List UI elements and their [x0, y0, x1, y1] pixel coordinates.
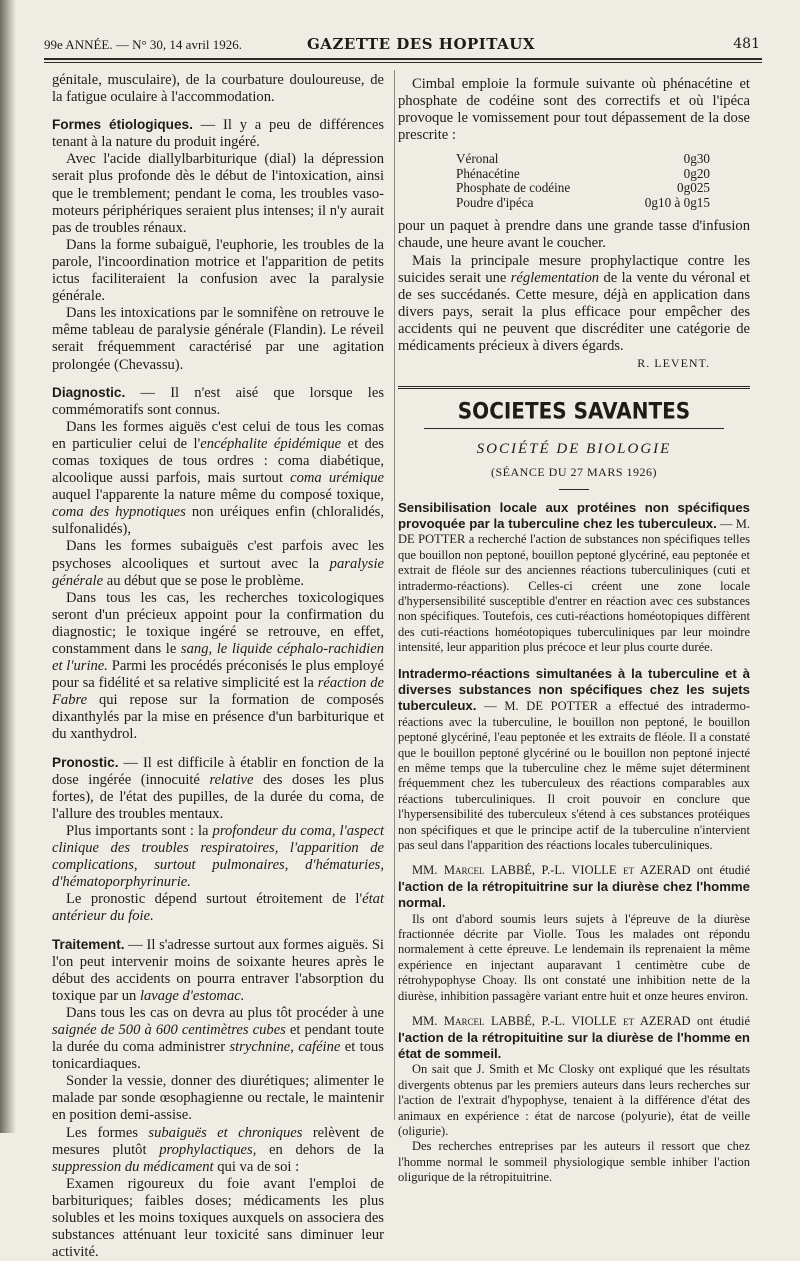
paragraph: Cimbal emploie la formule suivante où phénacétine et phosphate de codéine sont des correctifs et où l'ipéca provoque le vomissement pour tout dépassement de la dose prescrite :	[398, 76, 750, 144]
paragraph: Examen rigoureux du foie avant l'emploi de barbituriques; faibles doses; médicaments les plus solubles et les moins toxiques auxquels on associera des substances atténuant leur toxicité sans diminuer leur activité.	[52, 1175, 384, 1261]
paragraph: Dans les intoxications par le somnifène on retrouve le même tableau de paralysie générale (Flandin). Le réveil serait fréquemment caractérisé par une agitation prolongée (Chevassu).	[52, 305, 384, 373]
header-rule	[44, 58, 762, 60]
session-date: (SÉANCE DU 27 MARS 1926)	[490, 465, 657, 480]
society-name: SOCIÉTÉ DE BIOLOGIE	[476, 441, 672, 458]
paragraph: Avec l'acide diallylbarbiturique (dial) la dépression serait plus profonde dès le début de l'intoxication, ainsi que le tremblement; pendant le coma, les troubles vaso-moteurs périphériques seraient plus intenses; il n'y aurait pas de troubles rénaux.	[52, 151, 384, 236]
communication-title: Sensibilisation locale aux protéines non spécifiques provoquée par la tuberculine chez les tuberculeux.	[398, 499, 750, 531]
column-divider	[394, 70, 395, 1120]
paragraph: Plus importants sont : la profondeur du coma, l'aspect clinique des troubles respiratoires, l'apparition de complications, surtout pulmonaires, d'hématuries, d'hématoporphyrinurie.	[52, 822, 384, 891]
formula-row: Poudre d'ipéca 0g10 à 0g15	[456, 194, 710, 210]
author-signature: R. LEVENT.	[637, 356, 710, 371]
author: — M. DE POTTER	[398, 516, 750, 547]
formula-row: Phénacétine 0g20	[456, 165, 710, 181]
section-divider	[398, 386, 750, 391]
binding-edge	[0, 0, 16, 1133]
section-heading: Diagnostic.	[52, 384, 126, 400]
communication-title: l'action de la rétropituitrine sur la diurèse chez l'homme normal.	[398, 878, 750, 911]
section-heading: Pronostic.	[52, 754, 119, 770]
paragraph: Formes étiologiques. — Il y a peu de différences tenant à la nature du produit ingéré.	[52, 117, 384, 151]
paragraph: Dans les formes subaiguës c'est parfois avec les psychoses alcooliques et surtout avec la paralysie générale au début que se pose le problème.	[52, 538, 384, 589]
author: — M. DE POTTER	[476, 699, 598, 714]
paragraph: pour un paquet à prendre dans une grande tasse d'infusion chaude, une heure avant le coucher.	[398, 218, 750, 252]
communication: Intradermo-réactions simultanées à la tuberculine et à diverses substances non spécifiques chez les sujets tuberculeux. — M. DE POTTER a effectué des intradermo-réactions avec la tuberculine, le bouillon non peptoné, le bouillon peptoné glycériné, l'eau peptonée et les extraits de fléole. Il a constaté que le bouillon peptoné glycériné ou le bouillon non peptoné injecté en même temps que la tuberculine chez le même sujet déterminent fréquemment chez les tuberculeux des réactions comparables aux réactions tuberculiniques. Il croit pouvoir en conclure que l'hypersensibilité des tuberculeux s'étend à ces substances protéiques non spécifiques et que le principe actif de la tuberculine n'intervient pas seul dans l'apparition des réactions locales tuberculiniques.	[398, 665, 750, 853]
section-title: SOCIETES SAVANTES	[457, 397, 691, 425]
communication-title: l'action de la rétropituitine sur la diurèse de l'homme en état de sommeil.	[398, 1029, 750, 1061]
communication: MM. Marcel LABBÉ, P.-L. VIOLLE et AZERAD ont étudié l'action de la rétropituitine sur la diurèse de l'homme en état de sommeil. On sait que J. Smith et Mc Closky ont expliqué que les résultats divergents obtenus par les premiers auteurs dans leurs recherches sur l'action de l'extrait d'hypophyse, tenaient à la différence d'état des animaux en expérience : état de narcose (polyurie), état de veille (oligurie). Des recherches entreprises par les auteurs il ressort que chez l'homme normal le sommeil physiologique semble inhiber l'action oligurique de la rétropituitrine.	[398, 1014, 751, 1185]
prescription-formula	[456, 152, 710, 210]
article-signature	[398, 355, 750, 372]
paragraph: Dans la forme subaiguë, l'euphorie, les troubles de la parole, l'incoordination motrice et l'apparition de petits ictus faciliteraient la confusion avec la paralysie générale.	[52, 236, 384, 305]
communication-title: Intradermo-réactions simultanées à la tuberculine et à diverses substances non spécifiques chez les sujets tuberculeux.	[398, 665, 750, 714]
author: MM. Marcel LABBÉ, P.-L. VIOLLE et AZERAD	[412, 1014, 691, 1029]
paragraph: Pronostic. — Il est difficile à établir en fonction de la dose ingérée (innocuité relative des doses les plus fortes), de l'état des pupilles, de la durée du coma, de l'allure des troubles mentaux.	[52, 754, 384, 822]
page-number: 481	[733, 36, 760, 52]
paragraph: Mais la principale mesure prophylactique contre les suicides serait une réglementation de la vente du véronal et de ses succédanés. Cette mesure, déjà en application dans divers pays, serait la plus efficace pour empêcher des accidents qui ne peuvent que discréditer une catégorie de médicaments précieux à divers égards.	[398, 252, 751, 355]
paragraph: génitale, musculaire), de la courbature douloureuse, de la fatigue oculaire à l'accommodation.	[52, 72, 384, 106]
paragraph: Dans les formes aiguës c'est celui de tous les comas en particulier celui de l'encéphalite épidémique et des comas toxiques de tous ordres : coma diabétique, alcoolique aussi parfois, mais surtout coma urémique auquel l'apparente la nature même du composé toxique, coma des hypnotiques non uréiques enfin (chloralidés, sulfonalidés),	[52, 418, 384, 538]
author: MM. Marcel LABBÉ, P.-L. VIOLLE et AZERAD	[412, 863, 691, 878]
communication: Sensibilisation locale aux protéines non spécifiques provoquée par la tuberculine chez les tuberculeux. — M. DE POTTER a recherché l'action de substances non spécifiques telles que bouillon non peptoné, bouillon peptoné glycériné, eau peptonée et extrait de fléole sur des anciennes réactions tuberculiniques (cuti et intradermo-réactions). Celles-ci créent une zone locale d'hypersensibilité susceptible d'entrer en réaction avec ces substances non spécifiques. Toutefois, ces cuti-réactions homéotopiques diffèrent des cuti-réactions homéotopiques tuberculiniques par leur moindre intensité, leur apparition plus précoce et leur plus courte durée.	[398, 499, 750, 655]
running-header	[44, 35, 760, 57]
communication: MM. Marcel LABBÉ, P.-L. VIOLLE et AZERAD ont étudié l'action de la rétropituitrine sur la diurèse chez l'homme normal. Ils ont d'abord soumis leurs sujets à l'épreuve de la diurèse fractionnée décrite par Violle. Tous les malades ont répondu normalement à cette épreuve. Le lendemain ils reprenaient la même expérience en injectant auparavant 1 centimètre cube de rétrohypophyse Choay. Ils ont constaté une inhibition nette de la diurèse, inhibition passagère variant entre huit et onze heures environ.	[398, 863, 751, 1003]
right-column	[398, 76, 750, 1186]
journal-title: GAZETTE DES HOPITAUX	[307, 35, 536, 53]
paragraph: Les formes subaiguës et chroniques relèvent de mesures plutôt prophylactiques, en dehors de la suppression du médicament qui va de soi :	[52, 1124, 384, 1175]
paragraph: Diagnostic. — Il n'est aisé que lorsque les commémoratifs sont connus.	[52, 384, 384, 418]
formula-row: Véronal 0g30	[456, 151, 710, 167]
section-heading: Formes étiologiques.	[52, 117, 193, 133]
paragraph: Dans tous les cas on devra au plus tôt procéder à une saignée de 500 à 600 centimètres cubes et pendant toute la durée du coma administrer strychnine, caféine et tous tonicardiaques.	[52, 1004, 385, 1073]
issue-line: 99e ANNÉE. — N° 30, 14 avril 1926.	[44, 37, 243, 52]
formula-row: Phosphate de codéine 0g025	[456, 180, 710, 196]
paragraph: Sonder la vessie, donner des diurétiques; alimenter le malade par sonde œsophagienne ou rectale, le maintenir en position demi-assise.	[52, 1073, 384, 1124]
header-rule-thin	[44, 62, 762, 63]
left-column	[52, 72, 384, 1261]
section-heading: Traitement.	[52, 936, 125, 952]
paragraph: Traitement. — Il s'adresse surtout aux formes aiguës. Si l'on peut intervenir moins de soixante heures après le début des accidents on pourra entraver l'absorption du toxique par un lavage d'estomac.	[52, 936, 384, 1004]
paragraph: Dans tous les cas, les recherches toxicologiques seront d'un précieux appoint pour la confirmation du diagnostic; le toxique ingéré se retrouve, en effet, constamment dans le sang, le liquide céphalo-rachidien et l'urine. Parmi les procédés préconisés le plus employé pour sa fidélité et sa relative simplicité est la réaction de Fabre qui repose sur la formation de composés dixanthylés par la mise en présence d'un barbiturique et du xanthydrol.	[52, 589, 385, 743]
paragraph: Le pronostic dépend surtout étroitement de l'état antérieur du foie.	[52, 891, 384, 925]
title-underline	[424, 428, 724, 429]
